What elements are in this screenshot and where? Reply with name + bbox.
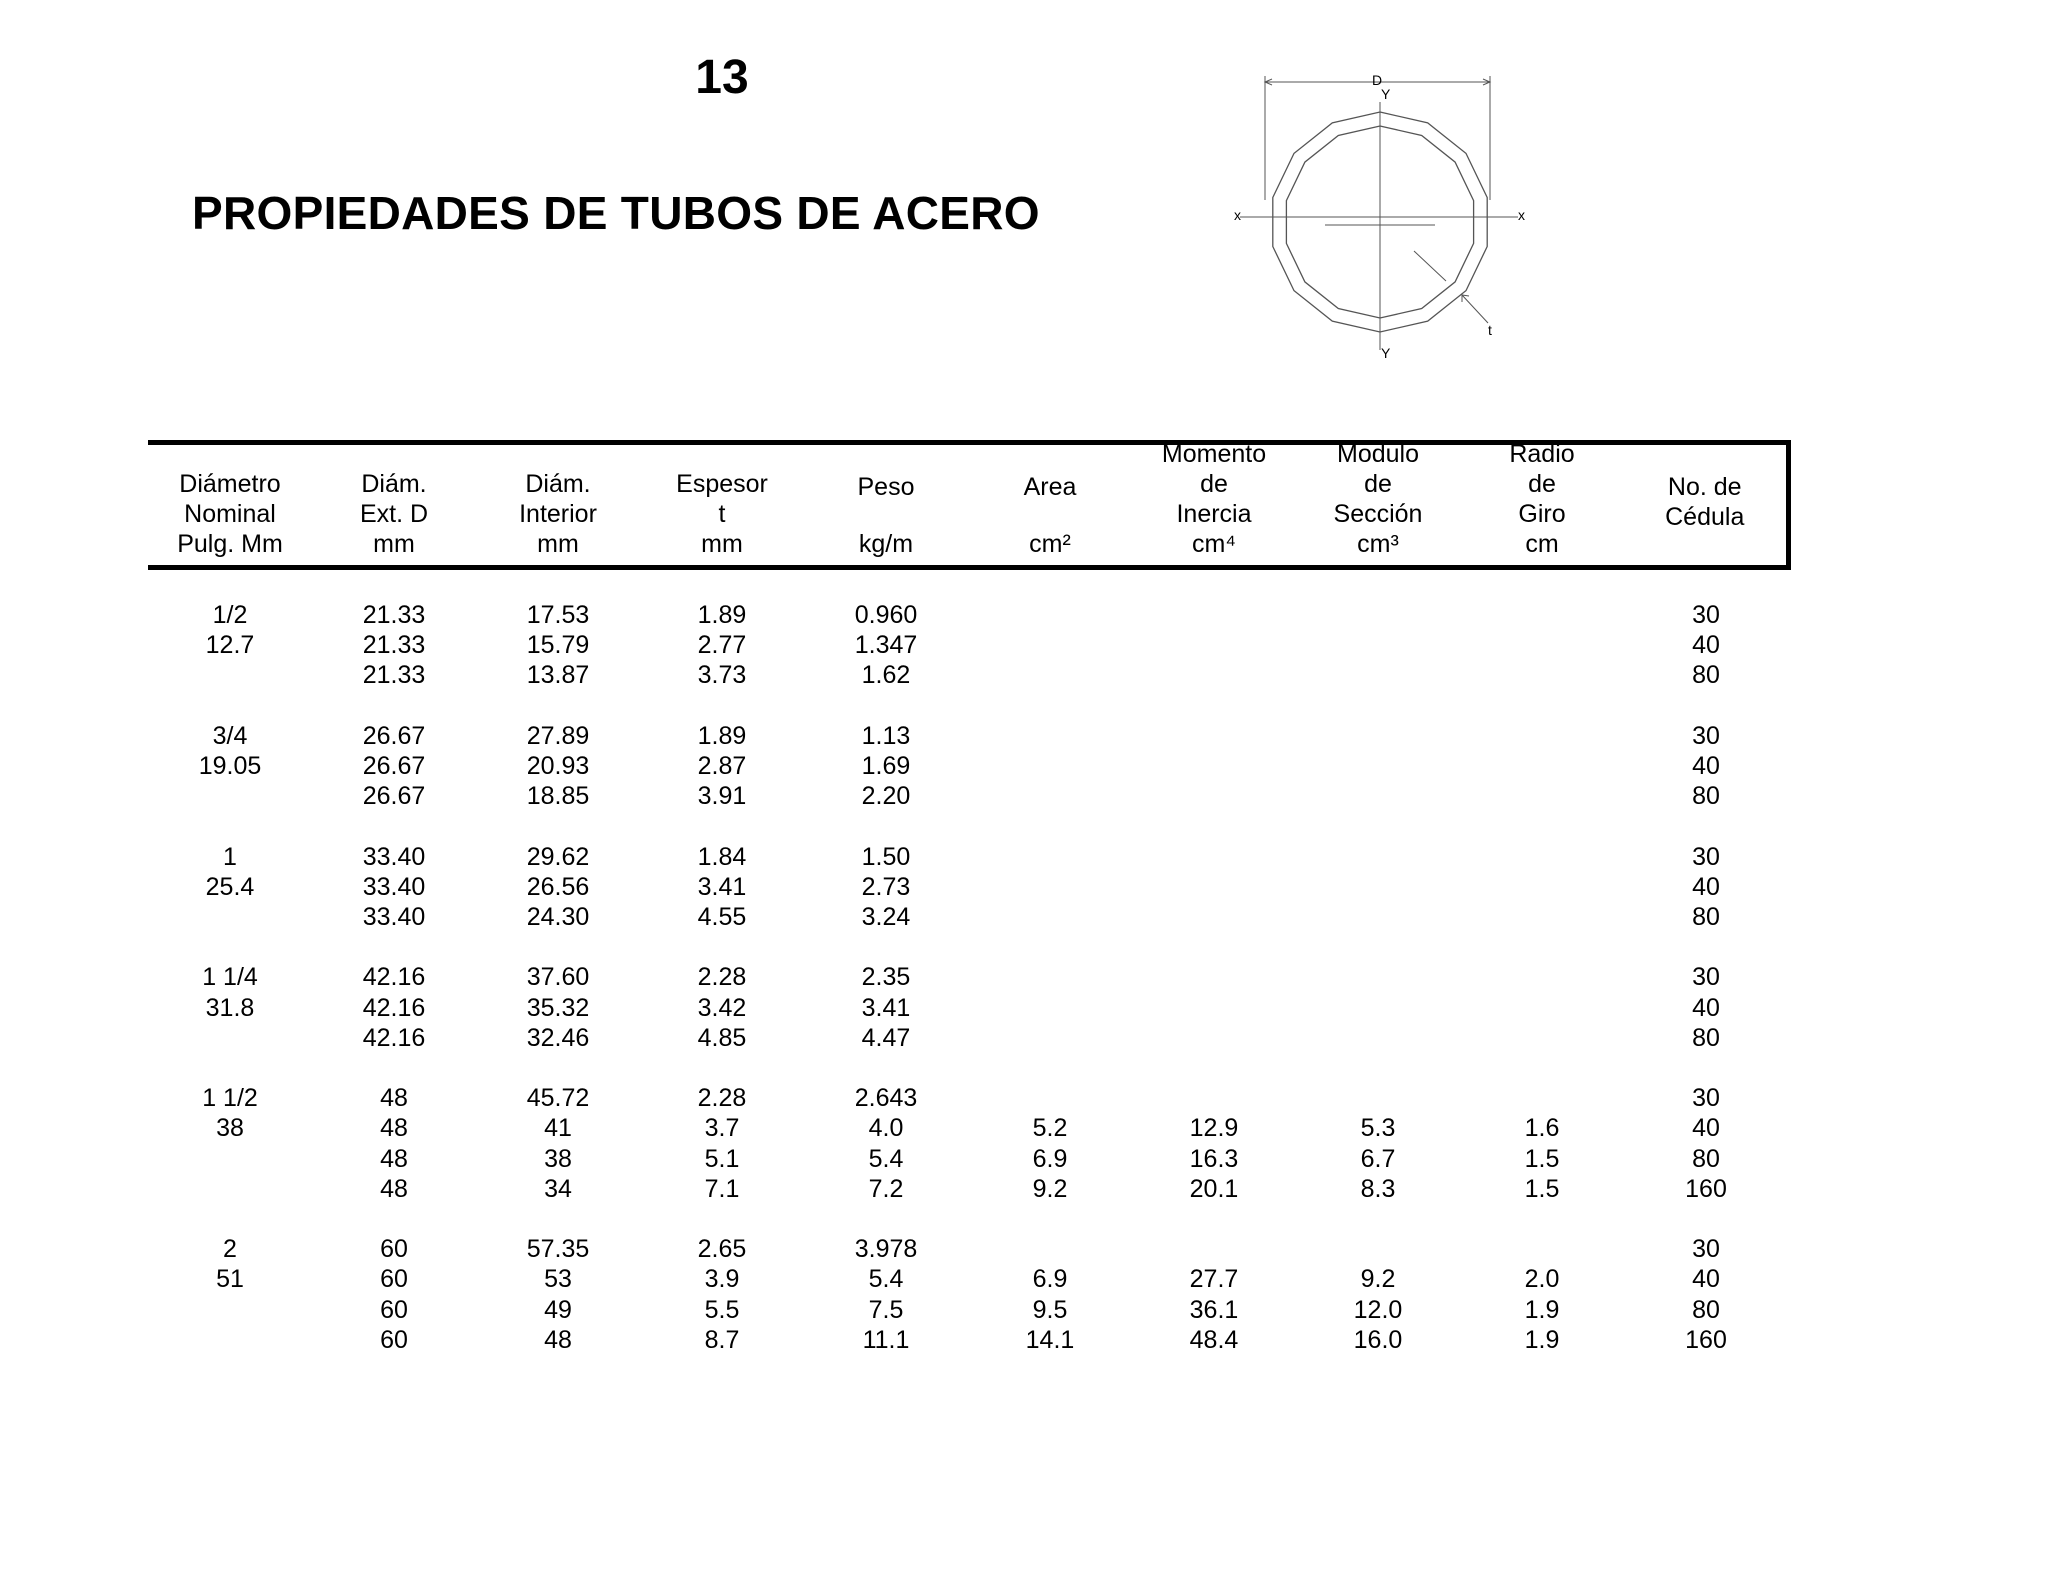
cell-area <box>968 1234 1132 1264</box>
table-row <box>148 1295 1788 1325</box>
cell-diametro-nominal <box>148 781 312 811</box>
cell-momento-inercia <box>1132 1023 1296 1053</box>
header-line: Ext. D <box>359 500 429 528</box>
cell-momento-inercia <box>1132 993 1296 1023</box>
cell-espesor: 2.87 <box>697 752 747 780</box>
thickness-indicator <box>1414 251 1488 323</box>
header-line: cm³ <box>1357 530 1399 558</box>
header-line: No. de <box>1667 473 1742 501</box>
cell-peso: 1.13 <box>861 721 911 750</box>
cell-espesor: 4.85 <box>697 1023 747 1052</box>
header-area <box>968 443 1132 568</box>
table-row <box>148 630 1788 660</box>
cell-espesor: 3.41 <box>697 872 747 901</box>
table-row <box>148 1234 1788 1264</box>
cell-peso: 5.4 <box>868 1144 904 1173</box>
cell-diametro-interior: 49 <box>544 1295 572 1324</box>
header-line: cm⁴ <box>1191 530 1237 558</box>
cell-diametro-interior: 13.87 <box>526 661 590 690</box>
cell-peso: 11.1 <box>862 1325 910 1354</box>
cell-modulo-seccion <box>1296 600 1460 630</box>
cell-diametro-interior: 27.89 <box>526 721 590 750</box>
cell-momento-inercia: 27.7 <box>1189 1265 1239 1294</box>
cell-peso: 7.5 <box>868 1295 904 1324</box>
cell-peso: 1.50 <box>861 842 911 871</box>
properties-table-container <box>148 440 1788 1355</box>
cell-cedula: 30 <box>1692 842 1720 871</box>
cell-radio-giro <box>1460 660 1624 690</box>
cell-cedula: 80 <box>1692 1295 1720 1324</box>
cell-radio-giro <box>1460 842 1624 872</box>
cell-momento-inercia: 20.1 <box>1189 1174 1239 1203</box>
cell-modulo-seccion: 8.3 <box>1360 1174 1396 1203</box>
cell-diametro-interior: 32.46 <box>526 1023 590 1052</box>
x-axis-left-label: x <box>1234 207 1241 223</box>
header-line: Espesor <box>676 470 768 498</box>
header-line: de <box>1200 470 1228 498</box>
cell-momento-inercia <box>1132 902 1296 932</box>
cell-diametro-nominal: 51 <box>216 1265 244 1294</box>
cell-diametro-exterior: 42.16 <box>362 993 426 1022</box>
cell-radio-giro <box>1460 1234 1624 1264</box>
header-line: cm² <box>1029 530 1071 558</box>
header-line: kg/m <box>858 530 914 558</box>
cell-momento-inercia: 48.4 <box>1189 1325 1239 1354</box>
cell-radio-giro <box>1460 630 1624 660</box>
cell-modulo-seccion <box>1296 1234 1460 1264</box>
cell-espesor: 5.1 <box>704 1144 740 1173</box>
cell-diametro-exterior: 21.33 <box>362 601 426 629</box>
cell-peso: 3.24 <box>861 903 911 931</box>
header-line: Peso <box>857 473 915 501</box>
header-diametro-interior <box>476 443 640 568</box>
table-row <box>148 902 1788 932</box>
cell-peso: 1.69 <box>861 752 911 780</box>
cell-diametro-nominal <box>148 1174 312 1204</box>
cell-espesor: 1.89 <box>697 601 747 629</box>
cell-diametro-nominal: 31.8 <box>205 993 255 1022</box>
cell-peso: 5.4 <box>868 1265 904 1294</box>
cell-area: 6.9 <box>1032 1144 1068 1173</box>
table-row <box>148 842 1788 872</box>
cell-area <box>968 1083 1132 1113</box>
table-row <box>148 962 1788 992</box>
cell-radio-giro <box>1460 872 1624 902</box>
cell-area <box>968 1023 1132 1053</box>
cell-diametro-exterior: 21.33 <box>362 631 426 660</box>
header-line: cm <box>1525 530 1559 558</box>
cell-cedula: 40 <box>1692 1114 1720 1143</box>
header-line: Diám. <box>361 470 427 498</box>
cell-diametro-nominal: 1 <box>223 842 237 871</box>
cell-diametro-interior: 26.56 <box>526 872 590 901</box>
thickness-label: t <box>1488 322 1492 338</box>
cell-peso: 4.47 <box>861 1023 911 1052</box>
header-line: Modulo <box>1337 440 1419 468</box>
cell-modulo-seccion: 5.3 <box>1360 1114 1396 1143</box>
header-diametro-exterior <box>312 443 476 568</box>
header-line: Pulg. Mm <box>177 530 283 558</box>
cell-espesor: 3.91 <box>697 782 747 811</box>
cell-momento-inercia <box>1132 660 1296 690</box>
diameter-label: D <box>1372 72 1383 88</box>
cell-diametro-exterior: 33.40 <box>362 872 426 901</box>
cell-diametro-interior: 37.60 <box>526 963 590 992</box>
cell-espesor: 2.65 <box>697 1235 747 1264</box>
cell-diametro-exterior: 60 <box>380 1265 408 1294</box>
header-modulo-seccion <box>1296 440 1460 568</box>
header-line: Radio <box>1509 440 1575 468</box>
cell-cedula: 40 <box>1692 872 1720 901</box>
cell-cedula: 40 <box>1692 631 1720 660</box>
cell-modulo-seccion <box>1296 751 1460 781</box>
cell-diametro-interior: 45.72 <box>526 1084 590 1113</box>
cell-area <box>968 751 1132 781</box>
spacer-row <box>148 691 1788 721</box>
cell-diametro-exterior: 48 <box>380 1114 408 1143</box>
cell-diametro-interior: 24.30 <box>526 903 590 931</box>
cell-cedula: 80 <box>1692 782 1720 811</box>
cell-diametro-exterior: 48 <box>380 1144 408 1173</box>
cell-diametro-exterior: 48 <box>380 1174 408 1203</box>
table-row <box>148 751 1788 781</box>
cell-radio-giro: 1.5 <box>1524 1174 1560 1203</box>
cell-diametro-nominal: 19.05 <box>198 752 262 780</box>
cell-diametro-exterior: 48 <box>380 1084 408 1113</box>
cell-espesor: 3.42 <box>697 993 747 1022</box>
cell-momento-inercia <box>1132 1083 1296 1113</box>
header-line: mm <box>373 530 415 558</box>
cell-area <box>968 993 1132 1023</box>
page-number: 13 <box>695 51 749 104</box>
x-axis-right-label: x <box>1518 207 1525 223</box>
page-title: PROPIEDADES DE TUBOS DE ACERO <box>192 187 1040 239</box>
cell-radio-giro: 2.0 <box>1524 1265 1560 1294</box>
cell-area <box>968 660 1132 690</box>
cell-espesor: 3.73 <box>697 661 747 690</box>
cell-diametro-nominal: 1 1/2 <box>202 1084 258 1113</box>
cell-modulo-seccion <box>1296 721 1460 751</box>
cell-espesor: 4.55 <box>697 903 747 931</box>
header-line: Area <box>1023 473 1077 501</box>
cell-radio-giro <box>1460 993 1624 1023</box>
cell-diametro-interior: 35.32 <box>526 993 590 1022</box>
spacer-row <box>148 568 1788 601</box>
cell-area <box>968 962 1132 992</box>
header-line: Diámetro <box>179 470 281 498</box>
cell-diametro-nominal: 38 <box>216 1114 244 1143</box>
cell-peso: 1.62 <box>861 661 911 690</box>
cell-cedula: 80 <box>1692 1144 1720 1173</box>
cell-diametro-nominal: 12.7 <box>205 631 255 660</box>
header-momento-inercia <box>1132 440 1296 568</box>
cell-cedula: 40 <box>1692 1265 1720 1294</box>
cell-espesor: 7.1 <box>704 1174 740 1203</box>
cell-diametro-nominal <box>148 1023 312 1053</box>
cell-espesor: 2.28 <box>697 963 747 992</box>
cell-diametro-exterior: 42.16 <box>362 963 426 992</box>
cell-peso: 3.978 <box>854 1235 918 1264</box>
header-line: de <box>1528 470 1556 498</box>
cell-area <box>968 872 1132 902</box>
cell-momento-inercia <box>1132 721 1296 751</box>
cell-area: 5.2 <box>1032 1114 1068 1143</box>
cell-cedula: 30 <box>1692 1084 1720 1113</box>
header-line: Giro <box>1518 500 1566 528</box>
cell-cedula: 40 <box>1692 752 1720 780</box>
cell-radio-giro: 1.5 <box>1524 1144 1560 1173</box>
cell-diametro-interior: 17.53 <box>526 601 590 629</box>
cell-modulo-seccion: 6.7 <box>1360 1144 1396 1173</box>
header-radio-giro <box>1460 440 1624 568</box>
table-row <box>148 721 1788 751</box>
cell-cedula: 160 <box>1685 1325 1727 1354</box>
cell-cedula: 30 <box>1692 601 1720 629</box>
cell-espesor: 3.9 <box>704 1265 740 1294</box>
cell-diametro-interior: 41 <box>544 1114 572 1143</box>
cell-espesor: 1.84 <box>697 842 747 871</box>
cell-area <box>968 902 1132 932</box>
cell-diametro-exterior: 26.67 <box>362 782 426 811</box>
spacer-row <box>148 932 1788 962</box>
header-line: Momento <box>1161 440 1267 468</box>
cell-diametro-nominal: 1/2 <box>212 601 248 629</box>
cell-modulo-seccion: 12.0 <box>1353 1295 1403 1324</box>
cell-peso: 2.35 <box>861 963 911 992</box>
cell-modulo-seccion <box>1296 1083 1460 1113</box>
cell-espesor: 3.7 <box>704 1114 740 1143</box>
cell-diametro-interior: 48 <box>544 1325 572 1354</box>
spacer-row <box>148 811 1788 841</box>
cell-espesor: 1.89 <box>697 721 747 750</box>
cell-cedula: 30 <box>1692 1235 1720 1264</box>
cell-momento-inercia <box>1132 962 1296 992</box>
y-axis-bottom-label: Y <box>1381 345 1391 361</box>
header-line: de <box>1364 470 1392 498</box>
table-row <box>148 600 1788 630</box>
cell-area: 6.9 <box>1032 1265 1068 1294</box>
cell-momento-inercia <box>1132 1234 1296 1264</box>
cell-momento-inercia <box>1132 630 1296 660</box>
cell-modulo-seccion <box>1296 902 1460 932</box>
cell-momento-inercia <box>1132 751 1296 781</box>
cell-diametro-interior: 38 <box>544 1144 572 1173</box>
cell-area <box>968 630 1132 660</box>
cell-diametro-exterior: 60 <box>380 1295 408 1324</box>
cell-modulo-seccion <box>1296 630 1460 660</box>
cell-diametro-interior: 20.93 <box>526 752 590 780</box>
cell-area <box>968 600 1132 630</box>
cell-area <box>968 842 1132 872</box>
cell-diametro-exterior: 60 <box>380 1325 408 1354</box>
cell-momento-inercia <box>1132 842 1296 872</box>
cell-momento-inercia: 12.9 <box>1189 1114 1239 1143</box>
cell-cedula: 80 <box>1692 1023 1720 1052</box>
table-row <box>148 993 1788 1023</box>
table-row <box>148 1264 1788 1294</box>
cell-diametro-exterior: 33.40 <box>362 903 426 931</box>
header-peso <box>804 443 968 568</box>
cell-momento-inercia <box>1132 872 1296 902</box>
cell-cedula: 160 <box>1685 1174 1727 1203</box>
table-row <box>148 1174 1788 1204</box>
cell-peso: 1.347 <box>854 631 918 660</box>
cell-area: 9.2 <box>1032 1174 1068 1203</box>
cell-espesor: 2.28 <box>697 1084 747 1113</box>
cell-peso: 2.20 <box>861 782 911 811</box>
table-header-row <box>148 443 1788 568</box>
cell-area <box>968 721 1132 751</box>
cell-diametro-interior: 53 <box>544 1265 572 1294</box>
cell-modulo-seccion <box>1296 842 1460 872</box>
cell-cedula: 80 <box>1692 661 1720 690</box>
cell-area <box>968 781 1132 811</box>
table-row <box>148 1023 1788 1053</box>
cell-radio-giro <box>1460 962 1624 992</box>
cell-momento-inercia <box>1132 781 1296 811</box>
cell-cedula: 40 <box>1692 993 1720 1022</box>
cell-diametro-interior: 29.62 <box>526 842 590 871</box>
cell-radio-giro: 1.6 <box>1524 1114 1560 1143</box>
cell-radio-giro <box>1460 751 1624 781</box>
cell-peso: 2.73 <box>861 872 911 901</box>
cell-diametro-nominal <box>148 1144 312 1174</box>
table-row <box>148 1113 1788 1143</box>
cell-peso: 2.643 <box>854 1084 918 1113</box>
cell-diametro-exterior: 42.16 <box>362 1023 426 1052</box>
header-line: mm <box>537 530 579 558</box>
header-line: Sección <box>1333 500 1423 528</box>
cell-diametro-nominal <box>148 902 312 932</box>
cell-radio-giro <box>1460 600 1624 630</box>
cell-diametro-exterior: 60 <box>380 1235 408 1264</box>
steel-pipe-properties-table <box>148 440 1791 1355</box>
diameter-dimension <box>1265 76 1490 200</box>
header-line: mm <box>701 530 743 558</box>
cell-momento-inercia <box>1132 600 1296 630</box>
cell-diametro-nominal <box>148 660 312 690</box>
pipe-cross-section-diagram <box>1200 60 1560 370</box>
cell-diametro-nominal <box>148 1325 312 1355</box>
cell-diametro-exterior: 33.40 <box>362 842 426 871</box>
cell-radio-giro <box>1460 781 1624 811</box>
table-row <box>148 1144 1788 1174</box>
cell-radio-giro <box>1460 902 1624 932</box>
cell-modulo-seccion <box>1296 872 1460 902</box>
cell-diametro-exterior: 26.67 <box>362 752 426 780</box>
table-row <box>148 1325 1788 1355</box>
cell-diametro-interior: 18.85 <box>526 782 590 811</box>
header-espesor <box>640 443 804 568</box>
table-row <box>148 660 1788 690</box>
cell-cedula: 80 <box>1692 903 1720 931</box>
cell-area: 14.1 <box>1025 1325 1075 1354</box>
cell-radio-giro <box>1460 1083 1624 1113</box>
cell-modulo-seccion <box>1296 993 1460 1023</box>
y-axis-top-label: Y <box>1381 86 1391 102</box>
cell-espesor: 2.77 <box>697 631 747 660</box>
table-row <box>148 781 1788 811</box>
cell-modulo-seccion: 9.2 <box>1360 1265 1396 1294</box>
header-line: Inercia <box>1176 500 1252 528</box>
cell-espesor: 5.5 <box>704 1295 740 1324</box>
cell-diametro-interior: 15.79 <box>526 631 590 660</box>
table-body <box>148 568 1788 1356</box>
cell-cedula: 30 <box>1692 721 1720 750</box>
cell-modulo-seccion <box>1296 660 1460 690</box>
cell-cedula: 30 <box>1692 963 1720 992</box>
cell-diametro-nominal: 1 1/4 <box>202 963 258 992</box>
cell-diametro-nominal: 3/4 <box>212 721 248 750</box>
table-row <box>148 872 1788 902</box>
pipe-axes <box>1240 102 1518 350</box>
cell-modulo-seccion <box>1296 1023 1460 1053</box>
spacer-row <box>148 1053 1788 1083</box>
spacer-row <box>148 1204 1788 1234</box>
cell-momento-inercia: 36.1 <box>1189 1295 1239 1324</box>
cell-peso: 7.2 <box>868 1174 904 1203</box>
cell-radio-giro <box>1460 721 1624 751</box>
cell-diametro-nominal <box>148 1295 312 1325</box>
header-diametro-nominal <box>148 443 312 568</box>
cell-modulo-seccion <box>1296 962 1460 992</box>
cell-peso: 4.0 <box>868 1114 904 1143</box>
header-cedula <box>1624 443 1788 568</box>
cell-momento-inercia: 16.3 <box>1189 1144 1239 1173</box>
header-line: Diám. <box>525 470 591 498</box>
cell-area: 9.5 <box>1032 1295 1068 1324</box>
cell-diametro-exterior: 26.67 <box>362 721 426 750</box>
cell-modulo-seccion: 16.0 <box>1353 1325 1403 1354</box>
cell-diametro-exterior: 21.33 <box>362 661 426 690</box>
cell-radio-giro: 1.9 <box>1524 1325 1560 1354</box>
cell-diametro-nominal: 25.4 <box>205 872 255 901</box>
cell-diametro-interior: 34 <box>544 1174 572 1203</box>
cell-diametro-nominal: 2 <box>223 1235 237 1264</box>
cell-espesor: 8.7 <box>704 1325 740 1354</box>
table-row <box>148 1083 1788 1113</box>
header-line: Nominal <box>184 500 276 528</box>
cell-peso: 0.960 <box>854 601 918 629</box>
cell-radio-giro <box>1460 1023 1624 1053</box>
cell-radio-giro: 1.9 <box>1524 1295 1560 1324</box>
cell-modulo-seccion <box>1296 781 1460 811</box>
cell-diametro-interior: 57.35 <box>526 1235 590 1264</box>
header-line: Interior <box>519 500 597 528</box>
header-line: Cédula <box>1665 503 1745 531</box>
cell-peso: 3.41 <box>861 993 911 1022</box>
header-line: t <box>718 500 726 528</box>
